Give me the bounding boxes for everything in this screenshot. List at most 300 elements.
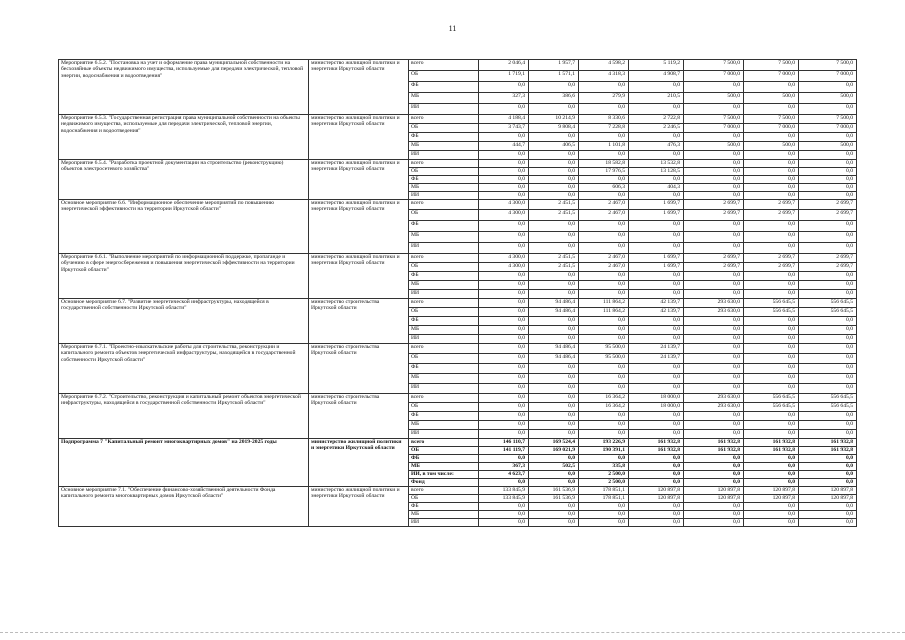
amount-cell: 0,0 — [479, 104, 529, 115]
amount-cell: 0,0 — [479, 232, 529, 243]
amount-cell: 0,0 — [799, 151, 857, 160]
amount-cell: 0,0 — [799, 463, 857, 471]
amount-cell: 13 128,5 — [629, 168, 684, 176]
amount-cell: 18 000,0 — [629, 403, 684, 412]
amount-cell: 0,0 — [629, 335, 684, 344]
amount-cell: 18 582,8 — [579, 160, 629, 168]
amount-cell: 94 486,4 — [529, 354, 579, 364]
amount-cell: 2 699,7 — [744, 263, 799, 272]
amount-cell: 0,0 — [799, 176, 857, 184]
amount-cell: 0,0 — [684, 104, 744, 115]
amount-cell: 4 598,2 — [579, 60, 629, 71]
executor: министерство строительства Иркутской области — [309, 344, 409, 394]
amount-cell: 0,0 — [479, 290, 529, 299]
amount-cell: 0,0 — [744, 243, 799, 254]
amount-cell: 0,0 — [629, 412, 684, 421]
amount-cell: 0,0 — [629, 519, 684, 527]
amount-cell: 4 623,7 — [479, 471, 529, 479]
amount-cell: 0,0 — [744, 290, 799, 299]
amount-cell: 0,0 — [529, 519, 579, 527]
amount-cell: 0,0 — [529, 82, 579, 93]
amount-cell: 2 467,0 — [579, 254, 629, 263]
amount-cell: 0,0 — [744, 344, 799, 354]
amount-cell: 0,0 — [529, 511, 579, 519]
funding-source: ОБ — [409, 71, 479, 82]
funding-source: ИИ — [409, 104, 479, 115]
amount-cell: 7 000,0 — [799, 71, 857, 82]
funding-source: ИИ — [409, 384, 479, 394]
amount-cell: 24 139,7 — [629, 354, 684, 364]
amount-cell: 0,0 — [744, 430, 799, 439]
amount-cell: 0,0 — [684, 511, 744, 519]
amount-cell: 161 932,8 — [629, 447, 684, 455]
amount-cell: 0,0 — [479, 364, 529, 374]
amount-cell: 0,0 — [629, 364, 684, 374]
amount-cell: 0,0 — [579, 317, 629, 326]
amount-cell: 133 845,9 — [479, 487, 529, 495]
amount-cell: 293 630,0 — [684, 403, 744, 412]
amount-cell: 7 500,0 — [684, 60, 744, 71]
funding-source: ОБ — [409, 447, 479, 455]
amount-cell: 0,0 — [684, 317, 744, 326]
funding-source: ФБ — [409, 221, 479, 232]
amount-cell: 0,0 — [799, 317, 857, 326]
funding-source: ОБ — [409, 495, 479, 503]
funding-source: МБ — [409, 93, 479, 104]
amount-cell: 0,0 — [629, 511, 684, 519]
amount-cell: 0,0 — [629, 82, 684, 93]
table-row — [59, 60, 857, 71]
amount-cell: 0,0 — [799, 243, 857, 254]
amount-cell: 24 139,7 — [629, 344, 684, 354]
amount-cell: 0,0 — [629, 232, 684, 243]
amount-cell: 0,0 — [744, 354, 799, 364]
amount-cell: 293 630,0 — [684, 308, 744, 317]
amount-cell: 0,0 — [529, 403, 579, 412]
amount-cell: 0,0 — [684, 290, 744, 299]
amount-cell: 0,0 — [684, 232, 744, 243]
amount-cell: 327,3 — [479, 93, 529, 104]
amount-cell: 0,0 — [529, 133, 579, 142]
activity-name: Мероприятие 6.7.1. "Проектно-изыскательские работы для строительства, реконструкции и капитального ремонта объектов энергетической инфраструктуры, находящейся в государственной собственности Иркутской области" — [59, 344, 309, 394]
amount-cell: 161 932,8 — [629, 439, 684, 447]
amount-cell: 0,0 — [684, 192, 744, 200]
amount-cell: 0,0 — [529, 421, 579, 430]
amount-cell: 2 699,7 — [799, 210, 857, 221]
amount-cell: 0,0 — [799, 192, 857, 200]
amount-cell: 0,0 — [529, 503, 579, 511]
amount-cell: 161 932,8 — [744, 439, 799, 447]
amount-cell: 0,0 — [744, 511, 799, 519]
amount-cell: 0,0 — [479, 82, 529, 93]
funding-source: ИИ — [409, 430, 479, 439]
amount-cell: 0,0 — [579, 151, 629, 160]
funding-source: ОБ — [409, 210, 479, 221]
funding-source: всего — [409, 60, 479, 71]
amount-cell: 0,0 — [799, 412, 857, 421]
amount-cell: 133 845,9 — [479, 495, 529, 503]
funding-source: МБ — [409, 232, 479, 243]
scan-artifact-line — [0, 632, 905, 634]
amount-cell: 0,0 — [629, 290, 684, 299]
amount-cell: 0,0 — [744, 471, 799, 479]
amount-cell: 0,0 — [744, 133, 799, 142]
amount-cell: 7 000,0 — [684, 124, 744, 133]
amount-cell: 0,0 — [529, 455, 579, 463]
table-row — [59, 439, 857, 447]
amount-cell: 0,0 — [529, 160, 579, 168]
amount-cell: 0,0 — [684, 412, 744, 421]
amount-cell: 0,0 — [629, 384, 684, 394]
amount-cell: 0,0 — [799, 364, 857, 374]
funding-source: ОБ — [409, 308, 479, 317]
amount-cell: 0,0 — [744, 176, 799, 184]
amount-cell: 0,0 — [684, 160, 744, 168]
amount-cell: 0,0 — [579, 326, 629, 335]
amount-cell: 0,0 — [684, 184, 744, 192]
amount-cell: 0,0 — [629, 281, 684, 290]
amount-cell: 1 957,7 — [529, 60, 579, 71]
amount-cell: 0,0 — [684, 281, 744, 290]
amount-cell: 0,0 — [529, 412, 579, 421]
amount-cell: 0,0 — [479, 354, 529, 364]
executor: министерство жилищной политики и энергетики Иркутской области — [309, 254, 409, 299]
amount-cell: 0,0 — [529, 394, 579, 403]
amount-cell: 0,0 — [629, 192, 684, 200]
funding-source: ОБ — [409, 124, 479, 133]
amount-cell: 7 000,0 — [744, 124, 799, 133]
amount-cell: 0,0 — [479, 430, 529, 439]
amount-cell: 0,0 — [799, 471, 857, 479]
amount-cell: 0,0 — [579, 133, 629, 142]
amount-cell: 2 699,7 — [684, 254, 744, 263]
amount-cell: 0,0 — [479, 243, 529, 254]
amount-cell: 0,0 — [529, 364, 579, 374]
amount-cell: 4 908,7 — [629, 71, 684, 82]
amount-cell: 500,0 — [744, 93, 799, 104]
amount-cell: 161 536,9 — [529, 487, 579, 495]
amount-cell: 0,0 — [579, 430, 629, 439]
amount-cell: 161 932,8 — [684, 439, 744, 447]
amount-cell: 13 532,8 — [629, 160, 684, 168]
amount-cell: 0,0 — [479, 403, 529, 412]
table-row — [59, 394, 857, 403]
amount-cell: 161 932,8 — [684, 447, 744, 455]
amount-cell: 0,0 — [799, 133, 857, 142]
amount-cell: 0,0 — [744, 463, 799, 471]
amount-cell: 0,0 — [744, 374, 799, 384]
amount-cell: 0,0 — [684, 421, 744, 430]
funding-source: ФБ — [409, 455, 479, 463]
amount-cell: 2 046,4 — [479, 60, 529, 71]
amount-cell: 0,0 — [579, 176, 629, 184]
amount-cell: 4 188,4 — [479, 115, 529, 124]
amount-cell: 0,0 — [684, 221, 744, 232]
funding-source: МБ — [409, 142, 479, 151]
amount-cell: 42 139,7 — [629, 299, 684, 308]
amount-cell: 556 645,5 — [799, 299, 857, 308]
amount-cell: 0,0 — [744, 160, 799, 168]
amount-cell: 0,0 — [744, 421, 799, 430]
amount-cell: 0,0 — [684, 354, 744, 364]
amount-cell: 18 000,0 — [629, 394, 684, 403]
amount-cell: 2 451,5 — [529, 263, 579, 272]
amount-cell: 0,0 — [629, 430, 684, 439]
amount-cell: 16 364,2 — [579, 403, 629, 412]
amount-cell: 16 364,2 — [579, 394, 629, 403]
amount-cell: 0,0 — [529, 479, 579, 487]
amount-cell: 0,0 — [744, 335, 799, 344]
amount-cell: 9 808,4 — [529, 124, 579, 133]
table-row — [59, 344, 857, 354]
amount-cell: 120 897,8 — [744, 495, 799, 503]
amount-cell: 0,0 — [799, 82, 857, 93]
amount-cell: 178 851,1 — [579, 495, 629, 503]
funding-source: ОБ — [409, 354, 479, 364]
amount-cell: 0,0 — [479, 335, 529, 344]
activity-name: Мероприятие 6.5.2. "Постановка на учет и оформление права муниципальной собственности на бесхозяйные объекты недвижимого имущества, используемые для передачи электрической, тепловой энергии, водоснабжения и водоотведения" — [59, 60, 309, 115]
amount-cell: 606,3 — [579, 184, 629, 192]
amount-cell: 0,0 — [479, 421, 529, 430]
amount-cell: 42 139,7 — [629, 308, 684, 317]
amount-cell: 0,0 — [529, 317, 579, 326]
amount-cell: 2 451,5 — [529, 200, 579, 210]
amount-cell: 367,3 — [479, 463, 529, 471]
amount-cell: 120 897,8 — [629, 487, 684, 495]
amount-cell: 0,0 — [479, 176, 529, 184]
amount-cell: 0,0 — [799, 455, 857, 463]
amount-cell: 0,0 — [744, 412, 799, 421]
amount-cell: 0,0 — [799, 421, 857, 430]
table-row — [59, 299, 857, 308]
amount-cell: 7 000,0 — [744, 71, 799, 82]
amount-cell: 0,0 — [529, 384, 579, 394]
amount-cell: 0,0 — [479, 374, 529, 384]
amount-cell: 0,0 — [629, 272, 684, 281]
amount-cell: 0,0 — [799, 335, 857, 344]
funding-source: ИИ — [409, 243, 479, 254]
amount-cell: 146 110,7 — [479, 439, 529, 447]
amount-cell: 0,0 — [684, 364, 744, 374]
amount-cell: 0,0 — [744, 479, 799, 487]
funding-source: ФБ — [409, 82, 479, 93]
amount-cell: 0,0 — [579, 374, 629, 384]
funding-source: ОБ — [409, 263, 479, 272]
amount-cell: 0,0 — [629, 503, 684, 511]
amount-cell: 2 699,7 — [799, 200, 857, 210]
amount-cell: 0,0 — [479, 317, 529, 326]
funding-source: МБ — [409, 326, 479, 335]
amount-cell: 0,0 — [684, 463, 744, 471]
executor: министерство жилищной политики и энергетики Иркутской области — [309, 487, 409, 527]
amount-cell: 193 226,9 — [579, 439, 629, 447]
executor: министерство жилищной политики и энергетики Иркутской области — [309, 200, 409, 254]
amount-cell: 0,0 — [479, 511, 529, 519]
amount-cell: 161 932,8 — [799, 447, 857, 455]
amount-cell: 0,0 — [479, 184, 529, 192]
amount-cell: 0,0 — [684, 384, 744, 394]
amount-cell: 210,5 — [629, 93, 684, 104]
amount-cell: 0,0 — [684, 326, 744, 335]
amount-cell: 0,0 — [799, 168, 857, 176]
amount-cell: 556 645,5 — [744, 308, 799, 317]
amount-cell: 0,0 — [579, 335, 629, 344]
funding-source: МБ — [409, 421, 479, 430]
amount-cell: 2 699,7 — [684, 210, 744, 221]
amount-cell: 169 524,4 — [529, 439, 579, 447]
amount-cell: 161 932,8 — [744, 447, 799, 455]
amount-cell: 3 743,7 — [479, 124, 529, 133]
activity-name: Основное мероприятие 6.7. "Развитие энергетической инфраструктуры, находящейся в государственной собственности Иркутской области" — [59, 299, 309, 344]
amount-cell: 0,0 — [529, 430, 579, 439]
amount-cell: 1 699,7 — [629, 254, 684, 263]
amount-cell: 0,0 — [579, 384, 629, 394]
amount-cell: 0,0 — [744, 151, 799, 160]
funding-source: ОБ — [409, 403, 479, 412]
amount-cell: 0,0 — [684, 335, 744, 344]
amount-cell: 141 119,7 — [479, 447, 529, 455]
amount-cell: 500,0 — [744, 142, 799, 151]
amount-cell: 17 976,5 — [579, 168, 629, 176]
amount-cell: 0,0 — [684, 471, 744, 479]
amount-cell: 0,0 — [799, 519, 857, 527]
amount-cell: 0,0 — [629, 326, 684, 335]
amount-cell: 2 246,5 — [629, 124, 684, 133]
amount-cell: 0,0 — [744, 82, 799, 93]
amount-cell: 161 536,9 — [529, 495, 579, 503]
amount-cell: 0,0 — [629, 133, 684, 142]
amount-cell: 0,0 — [529, 232, 579, 243]
amount-cell: 111 864,2 — [579, 308, 629, 317]
amount-cell: 0,0 — [744, 317, 799, 326]
amount-cell: 94 486,4 — [529, 344, 579, 354]
amount-cell: 0,0 — [479, 412, 529, 421]
amount-cell: 190 391,1 — [579, 447, 629, 455]
amount-cell: 0,0 — [799, 272, 857, 281]
funding-source: ИИ — [409, 151, 479, 160]
amount-cell: 1 699,7 — [629, 200, 684, 210]
amount-cell: 0,0 — [799, 344, 857, 354]
amount-cell: 0,0 — [529, 281, 579, 290]
amount-cell: 0,0 — [744, 384, 799, 394]
amount-cell: 0,0 — [799, 326, 857, 335]
amount-cell: 0,0 — [479, 192, 529, 200]
activity-name: Подпрограмма 7 "Капитальный ремонт многоквартирных домов" на 2019-2025 годы — [59, 439, 309, 487]
amount-cell: 404,3 — [629, 184, 684, 192]
amount-cell: 0,0 — [579, 290, 629, 299]
amount-cell: 7 500,0 — [744, 115, 799, 124]
amount-cell: 2 699,7 — [744, 254, 799, 263]
amount-cell: 0,0 — [529, 104, 579, 115]
amount-cell: 0,0 — [479, 133, 529, 142]
executor: министерство строительства Иркутской области — [309, 394, 409, 439]
funding-source: всего — [409, 115, 479, 124]
amount-cell: 0,0 — [684, 479, 744, 487]
amount-cell: 500,0 — [684, 93, 744, 104]
amount-cell: 0,0 — [799, 232, 857, 243]
amount-cell: 0,0 — [479, 344, 529, 354]
amount-cell: 293 630,0 — [684, 394, 744, 403]
amount-cell: 0,0 — [579, 243, 629, 254]
amount-cell: 0,0 — [744, 326, 799, 335]
amount-cell: 0,0 — [529, 184, 579, 192]
funding-source: МБ — [409, 511, 479, 519]
funding-source: ФБ — [409, 176, 479, 184]
amount-cell: 2 699,7 — [799, 254, 857, 263]
amount-cell: 0,0 — [799, 221, 857, 232]
funding-source: всего — [409, 160, 479, 168]
amount-cell: 0,0 — [684, 168, 744, 176]
amount-cell: 0,0 — [684, 455, 744, 463]
amount-cell: 0,0 — [529, 335, 579, 344]
amount-cell: 0,0 — [629, 176, 684, 184]
funding-source: ФБ — [409, 317, 479, 326]
funding-source: всего — [409, 439, 479, 447]
amount-cell: 0,0 — [479, 384, 529, 394]
amount-cell: 0,0 — [684, 82, 744, 93]
executor: министерство строительства Иркутской области — [309, 299, 409, 344]
amount-cell: 0,0 — [529, 471, 579, 479]
amount-cell: 10 214,9 — [529, 115, 579, 124]
funding-source: ИИ — [409, 290, 479, 299]
amount-cell: 0,0 — [579, 503, 629, 511]
amount-cell: 120 897,8 — [684, 495, 744, 503]
amount-cell: 169 021,9 — [529, 447, 579, 455]
amount-cell: 0,0 — [629, 151, 684, 160]
amount-cell: 0,0 — [744, 184, 799, 192]
amount-cell: 0,0 — [629, 243, 684, 254]
amount-cell: 120 897,8 — [799, 487, 857, 495]
amount-cell: 0,0 — [744, 221, 799, 232]
amount-cell: 0,0 — [579, 104, 629, 115]
funding-source: МБ — [409, 281, 479, 290]
amount-cell: 0,0 — [629, 104, 684, 115]
amount-cell: 0,0 — [579, 232, 629, 243]
amount-cell: 0,0 — [744, 364, 799, 374]
funding-source: ИИ, в том числе: — [409, 471, 479, 479]
amount-cell: 0,0 — [579, 511, 629, 519]
amount-cell: 0,0 — [744, 281, 799, 290]
amount-cell: 0,0 — [529, 168, 579, 176]
amount-cell: 0,0 — [744, 519, 799, 527]
amount-cell: 335,8 — [579, 463, 629, 471]
amount-cell: 2 699,7 — [799, 263, 857, 272]
amount-cell: 7 228,8 — [579, 124, 629, 133]
amount-cell: 0,0 — [684, 503, 744, 511]
amount-cell: 500,0 — [799, 93, 857, 104]
funding-source: МБ — [409, 463, 479, 471]
amount-cell: 279,9 — [579, 93, 629, 104]
amount-cell: 1 699,7 — [629, 263, 684, 272]
activity-name: Основное мероприятие 6.6. "Информационное обеспечение мероприятий по повышению энергетической эффективности на территории Иркутской области" — [59, 200, 309, 254]
funding-source: ФБ — [409, 133, 479, 142]
amount-cell: 0,0 — [479, 168, 529, 176]
budget-table — [58, 59, 857, 527]
amount-cell: 0,0 — [799, 511, 857, 519]
amount-cell: 0,0 — [684, 176, 744, 184]
table-row — [59, 160, 857, 168]
amount-cell: 0,0 — [799, 354, 857, 364]
amount-cell: 0,0 — [684, 133, 744, 142]
amount-cell: 4 318,3 — [579, 71, 629, 82]
funding-source: МБ — [409, 184, 479, 192]
executor: министерство жилищной политики и энергетики Иркутской области — [309, 439, 409, 487]
executor: министерство жилищной политики и энергетики Иркутской области — [309, 160, 409, 200]
amount-cell: 120 897,8 — [684, 487, 744, 495]
amount-cell: 0,0 — [629, 479, 684, 487]
amount-cell: 556 645,5 — [744, 299, 799, 308]
activity-name: Мероприятие 6.6.1. "Выполнение мероприятий по информационной поддержке, пропаганде и обучению в сфере энергосбережения и повышения энергетической эффективности на территории Иркутской области" — [59, 254, 309, 299]
